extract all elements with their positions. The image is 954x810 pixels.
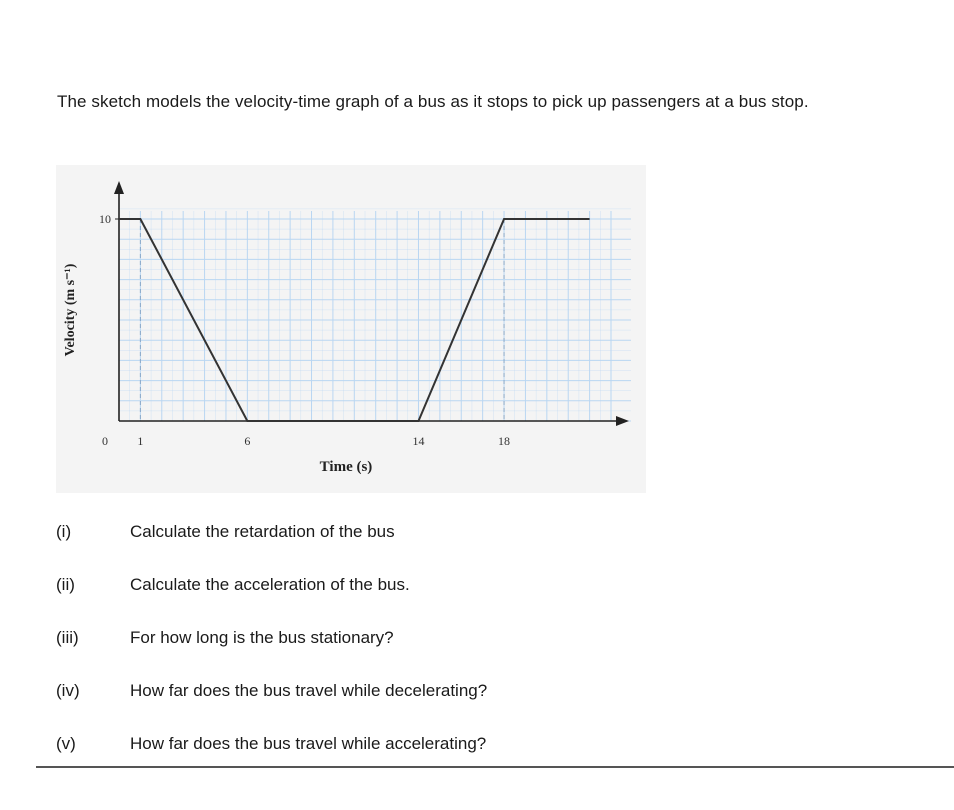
x-axis-label: Time (s) <box>319 459 373 475</box>
x-tick-label: 0 <box>102 434 108 448</box>
question-text: Calculate the acceleration of the bus. <box>130 575 410 594</box>
y-axis-arrow <box>114 181 124 194</box>
question-text: How far does the bus travel while decelerating? <box>130 681 488 700</box>
x-tick-label: 1 <box>137 434 144 448</box>
question-text: Calculate the retardation of the bus <box>130 522 395 541</box>
chart-svg <box>56 165 646 493</box>
question-number: (iv) <box>56 681 80 700</box>
x-tick-label: 6 <box>244 434 251 448</box>
velocity-time-graph <box>56 165 646 493</box>
question-number: (ii) <box>56 575 75 594</box>
bottom-divider <box>36 766 954 768</box>
question-number: (iii) <box>56 628 79 647</box>
x-tick-label: 14 <box>412 434 425 448</box>
y-axis-label: Velocity (m s⁻¹) <box>63 263 78 357</box>
x-axis-arrow <box>616 416 629 426</box>
intro-text: The sketch models the velocity-time graph of a bus as it stops to pick up passengers at a bus stop. <box>57 92 809 111</box>
question-text: For how long is the bus stationary? <box>130 628 394 647</box>
question-text: How far does the bus travel while accelerating? <box>130 734 487 753</box>
question-number: (i) <box>56 522 72 541</box>
x-tick-label: 18 <box>498 434 511 448</box>
y-tick-label: 10 <box>99 212 111 226</box>
question-number: (v) <box>56 734 76 753</box>
